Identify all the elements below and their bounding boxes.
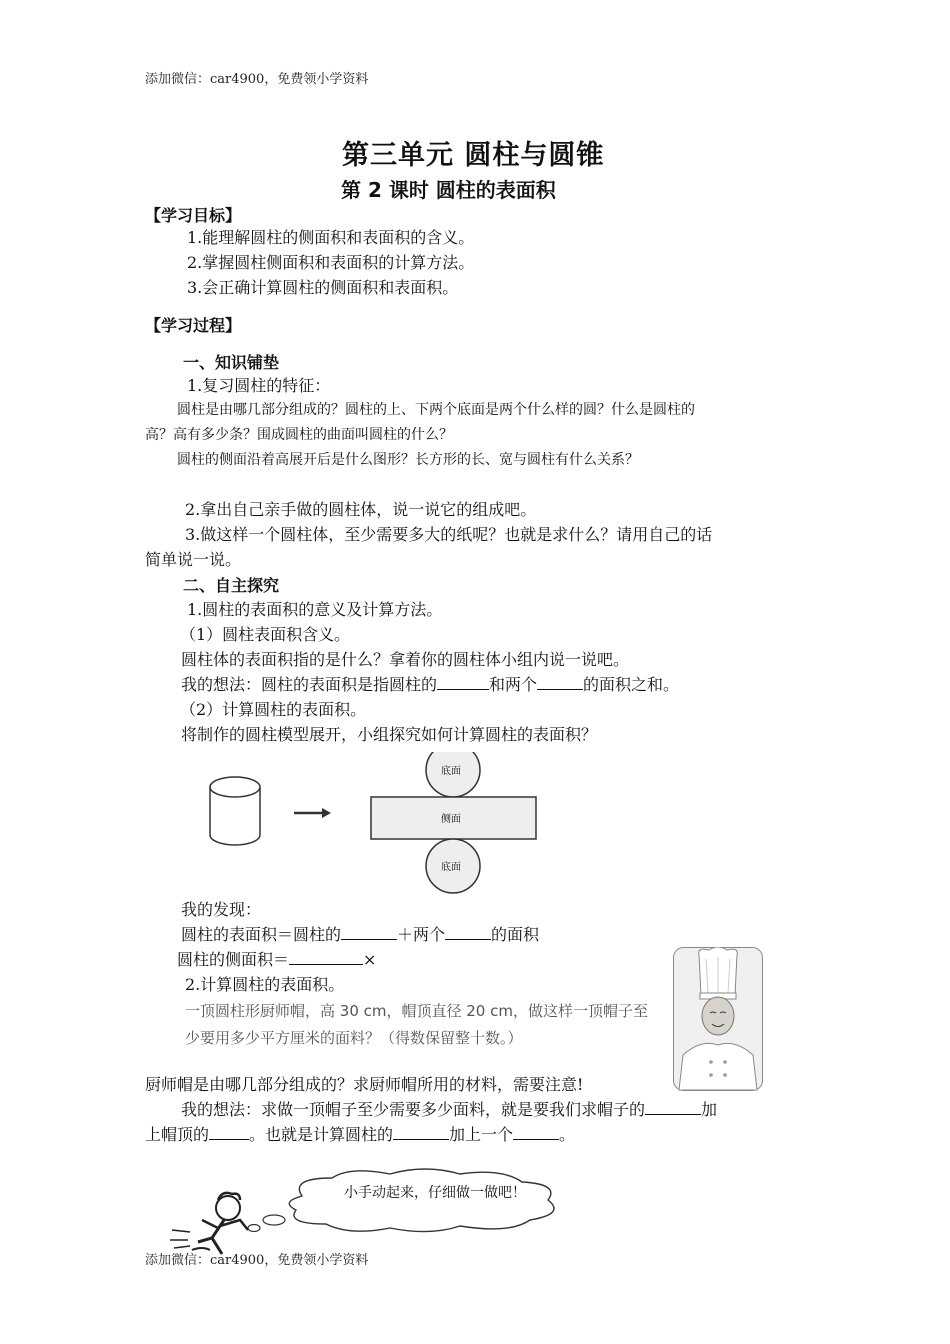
arrow-right-icon xyxy=(294,808,331,818)
part2-s2: （2）计算圆柱的表面积。 xyxy=(180,700,367,719)
formula-surface xyxy=(181,923,539,947)
idea-text-c: 的面积之和。 xyxy=(583,675,680,694)
idea2-text-e: 加上一个 xyxy=(449,1125,514,1144)
idea2-text-b: 加 xyxy=(701,1100,718,1119)
idea2-text-f: 。 xyxy=(559,1125,576,1144)
part1-p1b: 高？高有多少条？围成圆柱的曲面叫圆柱的什么？ xyxy=(145,427,453,443)
chef-photo xyxy=(673,947,763,1091)
goal-item: 2.掌握圆柱侧面积和表面积的计算方法。 xyxy=(187,253,475,272)
idea2-line1 xyxy=(181,1098,717,1122)
label-side: 侧面 xyxy=(441,814,461,825)
part1-q3a: 3.做这样一个圆柱体，至少需要多大的纸呢？也就是求什么？请用自己的话 xyxy=(185,525,713,544)
formula-text-b: ＋两个 xyxy=(397,925,446,944)
process-heading: 【学习过程】 xyxy=(145,316,242,335)
answer-blank[interactable] xyxy=(445,923,491,940)
lesson-title: 第 2 课时 圆柱的表面积 xyxy=(341,178,556,202)
idea2-line2 xyxy=(145,1123,575,1147)
cloud-text: 小手动起来，仔细做一做吧！ xyxy=(344,1185,526,1201)
hat-question: 厨师帽是由哪几部分组成的？求厨师帽所用的材料，需要注意! xyxy=(145,1075,584,1094)
formula-text-c: 的面积 xyxy=(491,925,540,944)
part2-s1-idea xyxy=(181,673,679,697)
part2-title: 二、自主探究 xyxy=(183,576,280,595)
cylinder-net-diagram xyxy=(200,752,550,897)
part1-p1a: 圆柱是由哪几部分组成的？圆柱的上、下两个底面是两个什么样的圆？什么是圆柱的 xyxy=(177,402,695,418)
part2-s2-text: 将制作的圆柱模型展开，小组探究如何计算圆柱的表面积？ xyxy=(181,725,598,744)
lateral-text-b: × xyxy=(363,950,377,969)
answer-blank[interactable] xyxy=(341,923,397,940)
chef-hat-problem-line2: 少要用多少平方厘米的面料？（得数保留整十数。） xyxy=(185,1029,523,1047)
page-header: 添加微信：car4900，免费领小学资料 xyxy=(145,72,369,87)
part2-s1-text: 圆柱体的表面积指的是什么？拿着你的圆柱体小组内说一说吧。 xyxy=(181,650,630,669)
idea2-text-c: 上帽顶的 xyxy=(145,1125,210,1144)
answer-blank[interactable] xyxy=(393,1123,449,1140)
chef-hat-problem-line1: 一顶圆柱形厨师帽，高 30 cm，帽顶直径 20 cm，做这样一顶帽子至 xyxy=(185,1002,648,1020)
label-base-top: 底面 xyxy=(441,766,461,777)
goals-heading: 【学习目标】 xyxy=(145,206,242,225)
idea-text-a: 我的想法：圆柱的表面积是指圆柱的 xyxy=(181,675,438,694)
formula-text-a: 圆柱的表面积＝圆柱的 xyxy=(181,925,342,944)
idea-text-b: 和两个 xyxy=(489,675,538,694)
part1-q1: 1.复习圆柱的特征： xyxy=(187,376,331,395)
answer-blank[interactable] xyxy=(537,673,583,690)
part1-q3b: 简单说一说。 xyxy=(145,550,242,569)
idea2-text-a: 我的想法：求做一顶帽子至少需要多少面料，就是要我们求帽子的 xyxy=(181,1100,646,1119)
part2-s1: （1）圆柱表面积含义。 xyxy=(180,625,351,644)
unit-title: 第三单元 圆柱与圆锥 xyxy=(342,140,605,171)
cylinder-icon xyxy=(210,777,260,845)
answer-blank[interactable] xyxy=(513,1123,559,1140)
part1-title: 一、知识铺垫 xyxy=(183,353,280,372)
answer-blank[interactable] xyxy=(437,673,489,690)
goal-item: 1.能理解圆柱的侧面积和表面积的含义。 xyxy=(187,228,475,247)
answer-blank[interactable] xyxy=(645,1098,701,1115)
speech-cloud xyxy=(240,1164,580,1244)
discovery-label: 我的发现： xyxy=(181,900,262,919)
idea2-text-d: 。也就是计算圆柱的 xyxy=(249,1125,394,1144)
part1-q2: 2.拿出自己亲手做的圆柱体，说一说它的组成吧。 xyxy=(185,500,537,519)
page-footer: 添加微信：car4900，免费领小学资料 xyxy=(145,1253,369,1268)
part2-q2: 2.计算圆柱的表面积。 xyxy=(185,975,345,994)
formula-lateral xyxy=(177,948,376,972)
goal-item: 3.会正确计算圆柱的侧面积和表面积。 xyxy=(187,278,459,297)
label-base-bottom: 底面 xyxy=(441,862,461,873)
lateral-text-a: 圆柱的侧面积＝ xyxy=(177,950,290,969)
part2-q1: 1.圆柱的表面积的意义及计算方法。 xyxy=(187,600,443,619)
part1-p2: 圆柱的侧面沿着高展开后是什么图形？长方形的长、宽与圆柱有什么关系？ xyxy=(177,452,639,468)
answer-blank[interactable] xyxy=(289,948,363,965)
answer-blank[interactable] xyxy=(209,1123,249,1140)
